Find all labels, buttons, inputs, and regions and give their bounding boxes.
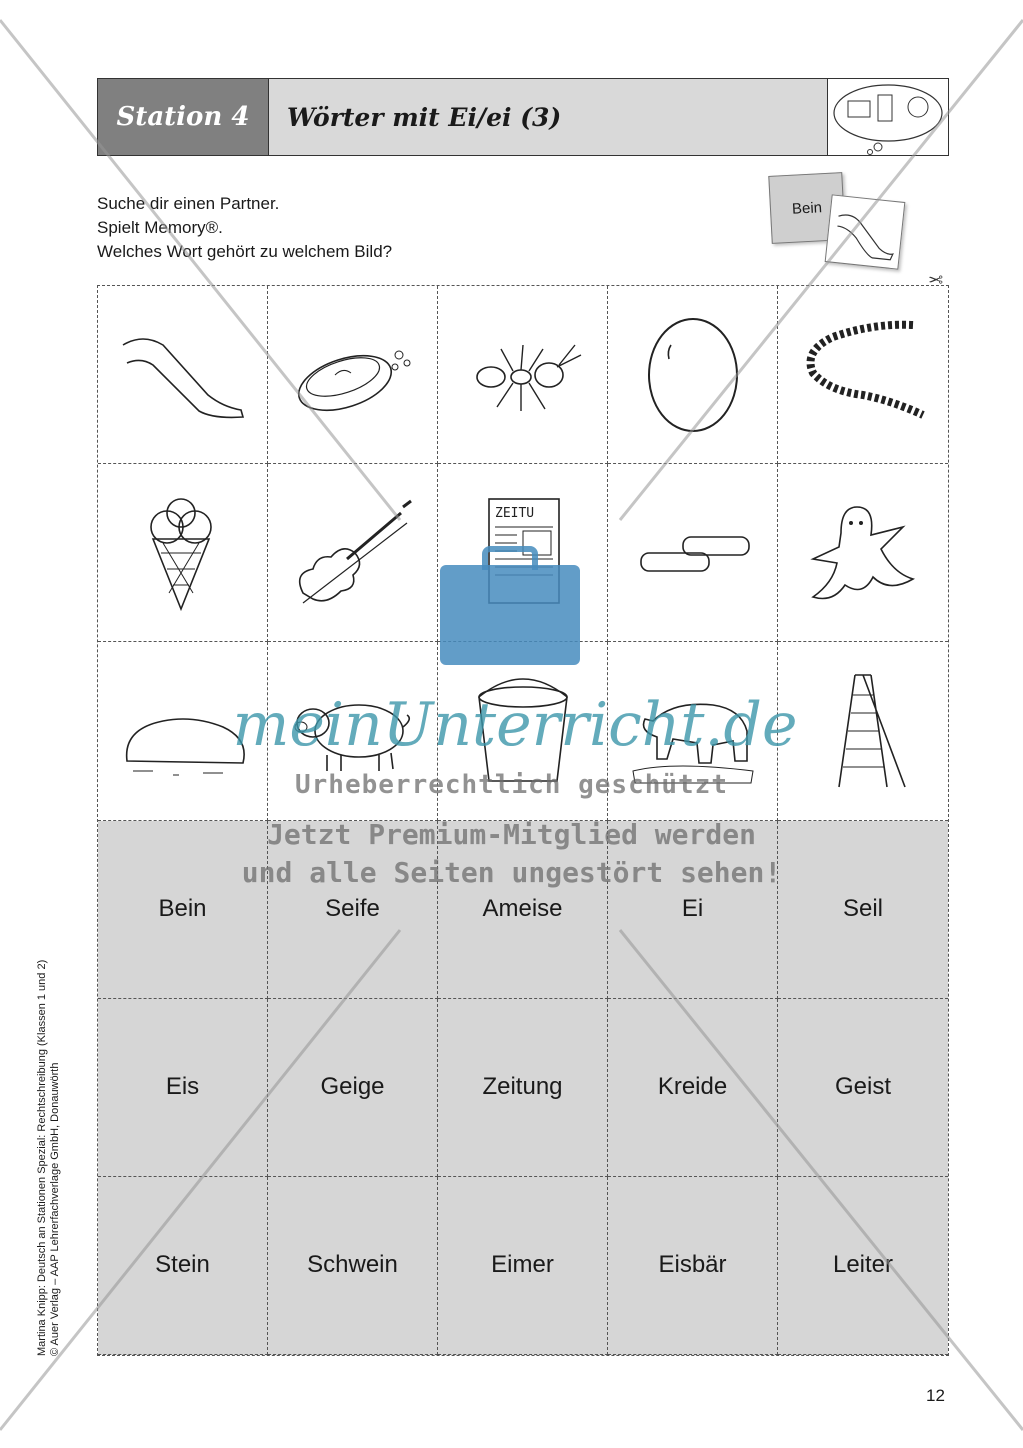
page-number: 12 (926, 1386, 945, 1405)
example-picture-card (825, 194, 906, 269)
watermark-premium: Jetzt Premium-Mitglied werden (267, 818, 756, 851)
word-card: Geist (778, 999, 948, 1177)
picture-card (608, 286, 778, 464)
thought-bubble-icon (828, 79, 948, 155)
word-card: Geige (268, 999, 438, 1177)
worksheet-title: Wörter mit Ei/ei (3) (269, 79, 828, 155)
soap-icon (283, 315, 423, 435)
scissors-icon: ✂ (928, 269, 944, 289)
word-card: Seil (778, 821, 948, 999)
ice-cream-icon (113, 493, 253, 613)
word-card: Ameise (438, 821, 608, 999)
picture-card (608, 464, 778, 642)
watermark-view: und alle Seiten ungestört sehen! (241, 856, 782, 889)
word-card: Eisbär (608, 1177, 778, 1355)
word-card: Schwein (268, 1177, 438, 1355)
instruction-line-1: Suche dir einen Partner. (97, 194, 280, 213)
credit-line-2: © Auer Verlag – AAP Lehrerfachverlage GmbH, Donauwörth (49, 1062, 61, 1356)
ghost-icon (793, 493, 933, 613)
word-card: Eis (98, 999, 268, 1177)
instruction-line-2: Spielt Memory®. (97, 218, 223, 237)
example-word-card: Bein (768, 172, 845, 244)
picture-card (778, 464, 948, 642)
station-label: Station 4 (98, 79, 269, 155)
word-card: Bein (98, 821, 268, 999)
station-header (97, 78, 949, 156)
egg-icon (623, 315, 763, 435)
word-card: Ei (608, 821, 778, 999)
newspaper-label: ZEITU (494, 505, 534, 521)
picture-card (268, 464, 438, 642)
word-card: Kreide (608, 999, 778, 1177)
leg-icon (113, 315, 253, 435)
picture-card (98, 464, 268, 642)
word-card: Leiter (778, 1177, 948, 1355)
word-card: Stein (98, 1177, 268, 1355)
rope-icon (793, 315, 933, 435)
chalk-icon (623, 493, 763, 613)
instructions (97, 192, 392, 264)
credit-text (36, 896, 62, 1356)
picture-card (438, 286, 608, 464)
leg-icon (826, 195, 905, 268)
ant-icon (453, 315, 593, 435)
picture-card (778, 286, 948, 464)
word-card: Zeitung (438, 999, 608, 1177)
credit-line-1: Martina Knipp: Deutsch an Stationen Spezial: Rechtschreibung (Klassen 1 und 2) (36, 959, 48, 1356)
briefcase-icon (440, 565, 580, 665)
picture-card (268, 286, 438, 464)
word-card: Eimer (438, 1177, 608, 1355)
watermark-copyright: Urheberrechtlich geschützt (295, 770, 728, 800)
picture-card (98, 286, 268, 464)
word-card: Seife (268, 821, 438, 999)
instruction-line-3: Welches Wort gehört zu welchem Bild? (97, 242, 393, 261)
watermark-brand: meinUnterricht.de (232, 690, 798, 760)
violin-icon (283, 493, 423, 613)
